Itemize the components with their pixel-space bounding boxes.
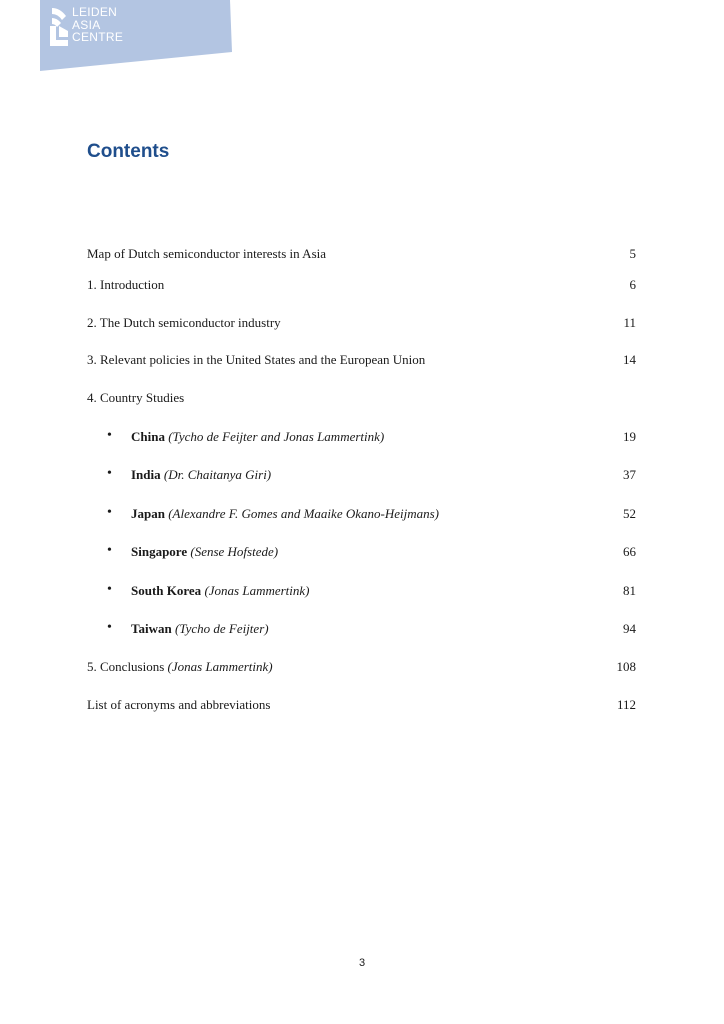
- country-name: India: [131, 467, 161, 482]
- country-author: (Tycho de Feijter): [174, 621, 269, 636]
- toc-entry-page: 112: [616, 697, 636, 712]
- toc-entry-label: List of acronyms and abbreviations: [87, 697, 271, 712]
- bullet-icon: •: [107, 428, 112, 443]
- toc-entry-label: [131, 583, 310, 599]
- toc-entry-page: 14: [623, 352, 636, 367]
- logo-text: [72, 6, 123, 44]
- toc-entry-page: 94: [623, 621, 636, 636]
- country-name: South Korea: [131, 583, 202, 598]
- page-title: Contents: [87, 141, 170, 162]
- toc-entry-label: [131, 429, 384, 445]
- country-author: (Jonas Lammertink): [204, 583, 310, 598]
- toc-entry-label: [87, 659, 273, 675]
- leiden-asia-centre-logo: [40, 0, 232, 72]
- toc-entry-page: 37: [623, 467, 636, 482]
- toc-entry-label: [131, 544, 278, 560]
- toc-entry-label: 4. Country Studies: [87, 390, 185, 405]
- toc-entry-page: 19: [623, 429, 636, 444]
- logo-line-leiden: LEIDEN: [72, 5, 118, 19]
- toc-entry-page: 52: [623, 506, 636, 521]
- country-name: Singapore: [131, 544, 188, 559]
- toc-entry-label: 2. The Dutch semiconductor industry: [87, 315, 281, 330]
- country-name: China: [131, 429, 165, 444]
- logo-line-centre: CENTRE: [72, 30, 124, 44]
- country-name: Taiwan: [131, 621, 172, 636]
- page-number: 3: [358, 957, 366, 969]
- bullet-icon: •: [107, 582, 112, 597]
- toc-entry-label: [131, 467, 271, 483]
- country-name: Japan: [131, 506, 165, 521]
- toc-entry-label: [131, 506, 439, 522]
- toc-entry-page: 6: [629, 277, 636, 292]
- toc-entry-label: 3. Relevant policies in the United States and the European Union: [87, 352, 426, 367]
- toc-entry-page: 81: [623, 583, 636, 598]
- country-author: (Alexandre F. Gomes and Maaike Okano-Heijmans): [168, 506, 439, 521]
- logo-banner-icon: [40, 0, 232, 72]
- conclusions-author: (Jonas Lammertink): [167, 659, 273, 674]
- bullet-icon: •: [107, 505, 112, 520]
- bullet-icon: •: [107, 620, 112, 635]
- bullet-icon: •: [107, 466, 112, 481]
- logo-line-asia: ASIA: [72, 17, 101, 32]
- bullet-icon: •: [107, 543, 112, 558]
- conclusions-label: 5. Conclusions: [87, 659, 165, 674]
- country-author: (Sense Hofstede): [190, 544, 279, 559]
- country-author: (Tycho de Feijter and Jonas Lammertink): [168, 429, 385, 444]
- toc-entry-page: 66: [623, 544, 636, 559]
- toc-entry-page: 11: [623, 315, 636, 330]
- toc-entry-label: 1. Introduction: [87, 277, 165, 292]
- toc-entry-label: [131, 621, 269, 637]
- toc-entry-label: Map of Dutch semiconductor interests in Asia: [87, 246, 327, 261]
- toc-entry-page: 108: [616, 659, 636, 674]
- country-author: (Dr. Chaitanya Giri): [163, 467, 272, 482]
- toc-entry-page: 5: [629, 246, 636, 261]
